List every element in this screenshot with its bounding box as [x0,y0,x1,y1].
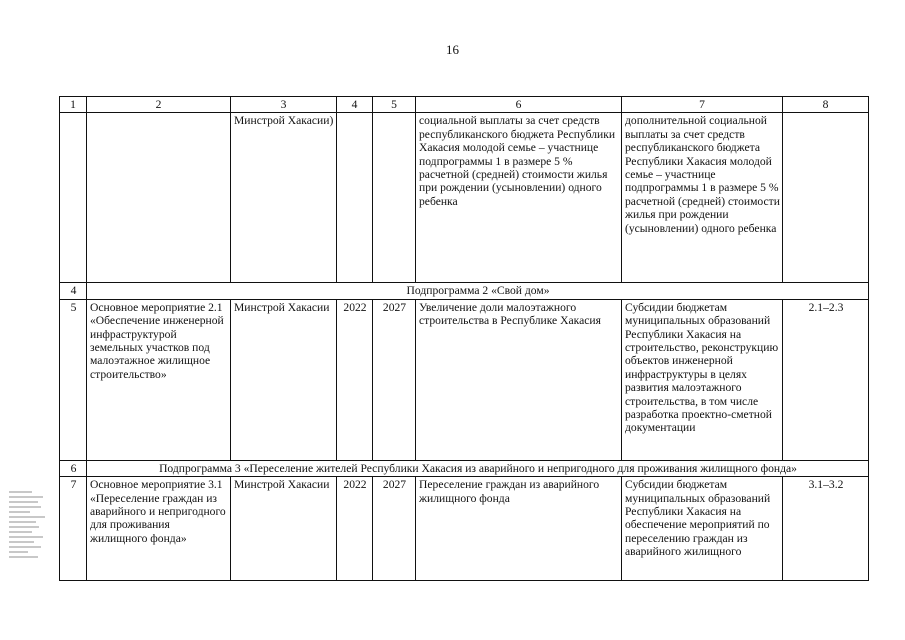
subprogram-row [60,460,869,476]
row-number [60,113,87,283]
subprogram-title: Подпрограмма 3 «Переселение жителей Республики Хакасия из аварийного и непригодного для проживания жилищного фонда» [87,460,869,476]
result-cell: социальной выплаты за счет средств республиканского бюджета Республики Хакасия молодой семье – участнице подпрограммы 1 в размере 5 % расчетной (средней) стоимости жилья при рождении (усыновлении) одного ребенка [416,113,622,283]
content-cell: дополнительной социальной выплаты за счет средств республиканского бюджета Республики Хакасия молодой семье – участнице подпрограммы 1 в размере 5 % расчетной (средней) стоимости жилья при рождении (усыновлении) одного ребенка [622,113,783,283]
table-row [60,113,869,283]
header-cell: 5 [373,97,416,113]
row-number: 4 [60,283,87,299]
page-number: 16 [446,42,459,57]
start-year-cell: 2022 [337,299,373,460]
table-row [60,299,869,460]
row-number: 6 [60,460,87,476]
indicator-cell [783,113,869,283]
executor-cell: Минстрой Хакасии [231,477,337,581]
subprogram-title: Подпрограмма 2 «Свой дом» [87,283,869,299]
row-number: 5 [60,299,87,460]
result-cell: Увеличение доли малоэтажного строительства в Республике Хакасия [416,299,622,460]
end-year-cell: 2027 [373,299,416,460]
executor-cell: Минстрой Хакасии [231,299,337,460]
indicator-cell: 3.1–3.2 [783,477,869,581]
content-cell: Субсидии бюджетам муниципальных образований Республики Хакасия на строительство, реконструкцию объектов инженерной инфраструктуры в целях развития малоэтажного строительства, в том числе разработка проектно-сметной документации [622,299,783,460]
header-cell: 7 [622,97,783,113]
header-cell: 6 [416,97,622,113]
end-year-cell [373,113,416,283]
margin-stamp [9,488,47,588]
header-row [60,97,869,113]
indicator-cell: 2.1–2.3 [783,299,869,460]
start-year-cell: 2022 [337,477,373,581]
activity-cell [87,113,231,283]
activity-cell: Основное мероприятие 3.1 «Переселение граждан из аварийного и непригодного для проживания жилищного фонда» [87,477,231,581]
start-year-cell [337,113,373,283]
activity-cell: Основное мероприятие 2.1 «Обеспечение инженерной инфраструктурой земельных участков под малоэтажное жилищное строительство» [87,299,231,460]
header-cell: 2 [87,97,231,113]
table-row [60,477,869,581]
header-cell: 4 [337,97,373,113]
content-cell: Субсидии бюджетам муниципальных образований Республики Хакасия на обеспечение мероприятий по переселению граждан из аварийного жилищного [622,477,783,581]
subprogram-row [60,283,869,299]
end-year-cell: 2027 [373,477,416,581]
header-cell: 8 [783,97,869,113]
header-cell: 1 [60,97,87,113]
header-cell: 3 [231,97,337,113]
executor-cell: Минстрой Хакасии) [231,113,337,283]
program-table [59,96,869,581]
row-number: 7 [60,477,87,581]
result-cell: Переселение граждан из аварийного жилищного фонда [416,477,622,581]
